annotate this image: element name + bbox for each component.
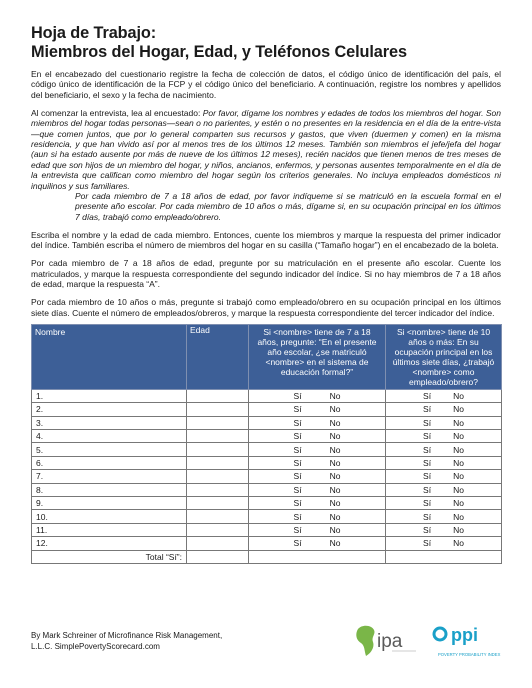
row-number: 12. (36, 538, 48, 549)
work-no-option[interactable]: No (453, 538, 464, 549)
school-yes-option[interactable]: Sí (293, 404, 302, 415)
title-line-2: Miembros del Hogar, Edad, y Teléfonos Celulares (31, 42, 407, 61)
school-answer-cell (249, 416, 386, 429)
school-answer-cell (249, 497, 386, 510)
row-number: 7. (36, 471, 44, 482)
footer-line-1: By Mark Schreiner of Microfinance Risk Management, (31, 631, 223, 640)
member-age-cell[interactable] (187, 403, 249, 416)
row-number: 10. (36, 511, 48, 522)
member-name-cell[interactable] (32, 430, 187, 443)
row-number: 4. (36, 431, 44, 442)
work-answer-cell (386, 403, 502, 416)
member-name-cell[interactable] (32, 456, 187, 469)
member-age-cell[interactable] (187, 523, 249, 536)
footer-credit (31, 631, 291, 652)
row-number: 11. (36, 525, 48, 535)
table-row (32, 483, 502, 496)
school-yes-option[interactable]: Sí (293, 525, 302, 535)
member-age-cell[interactable] (187, 483, 249, 496)
africa-map-icon (356, 626, 374, 656)
work-yes-option[interactable]: Sí (423, 458, 432, 469)
paragraph-write-names: Escriba el nombre y la edad de cada miembro. Entonces, cuente los miembros y marque la respuesta del primer indicador del índice. También escriba el número de miembros del hogar en su casilla (“Tamaño hogar”) en el encabezado de la boleta. (31, 229, 501, 251)
school-yes-option[interactable]: Sí (293, 458, 302, 469)
school-yes-option[interactable]: Sí (293, 511, 302, 522)
table-row (32, 403, 502, 416)
member-age-cell[interactable] (187, 456, 249, 469)
title-line-1: Hoja de Trabajo: (31, 24, 157, 42)
school-answer-cell (249, 483, 386, 496)
work-no-option[interactable]: No (453, 404, 464, 415)
member-age-cell[interactable] (187, 416, 249, 429)
table-row (32, 470, 502, 483)
page-title (31, 24, 501, 61)
ppi-logo-text: ppi (451, 625, 478, 645)
member-name-cell[interactable] (32, 510, 187, 523)
table-row (32, 389, 502, 402)
column-header-age: Edad (187, 324, 249, 389)
work-yes-option[interactable]: Sí (423, 444, 432, 455)
school-answer-cell (249, 456, 386, 469)
member-name-cell[interactable] (32, 523, 187, 536)
member-name-cell[interactable] (32, 443, 187, 456)
work-yes-option[interactable]: Sí (423, 391, 432, 402)
member-age-cell[interactable] (187, 430, 249, 443)
partner-logos (352, 620, 507, 662)
school-answer-cell (249, 537, 386, 550)
school-answer-cell (249, 510, 386, 523)
member-name-cell[interactable] (32, 537, 187, 550)
work-yes-option[interactable]: Sí (423, 484, 432, 495)
work-no-option[interactable]: No (453, 431, 464, 442)
total-school-cell[interactable] (249, 550, 386, 563)
work-answer-cell (386, 483, 502, 496)
table-header-row (32, 324, 502, 389)
school-yes-option[interactable]: Sí (293, 431, 302, 442)
work-answer-cell (386, 497, 502, 510)
work-no-option[interactable]: No (453, 458, 464, 469)
school-no-option[interactable]: No (329, 417, 341, 428)
row-number: 1. (36, 391, 44, 402)
member-age-cell[interactable] (187, 497, 249, 510)
school-no-option[interactable]: No (329, 404, 341, 415)
work-answer-cell (386, 523, 502, 536)
school-no-option[interactable]: No (329, 431, 341, 442)
work-answer-cell (386, 389, 502, 402)
ipa-logo (356, 626, 416, 656)
work-no-option[interactable]: No (453, 471, 464, 482)
school-no-option[interactable]: No (329, 391, 341, 402)
work-yes-option[interactable]: Sí (423, 417, 432, 428)
work-no-option[interactable]: No (453, 498, 464, 509)
row-number: 8. (36, 484, 44, 495)
column-header-school: Si <nombre> tiene de 7 a 18 años, pregunte: “En el presente año escolar, ¿se matriculó <nombre> en el sistema de educación formal?” (249, 324, 386, 389)
work-yes-option[interactable]: Sí (423, 511, 432, 522)
paragraph-read-aloud (31, 108, 501, 191)
work-yes-option[interactable]: Sí (423, 525, 432, 535)
school-no-option[interactable]: No (329, 538, 341, 549)
school-yes-option[interactable]: Sí (293, 417, 302, 428)
work-no-option[interactable]: No (453, 525, 464, 535)
school-answer-cell (249, 389, 386, 402)
total-work-cell[interactable] (386, 550, 502, 563)
ipa-logo-text: ipa (377, 631, 403, 652)
work-no-option[interactable]: No (453, 444, 464, 455)
member-name-cell[interactable] (32, 483, 187, 496)
member-age-cell[interactable] (187, 389, 249, 402)
row-number: 9. (36, 498, 44, 509)
member-name-cell[interactable] (32, 497, 187, 510)
work-no-option[interactable]: No (453, 391, 464, 402)
member-name-cell[interactable] (32, 403, 187, 416)
paragraph-employment: Por cada miembro de 10 años o más, pregunte si trabajó como empleado/obrero en su ocupación principal en los últimos siete días. Cuente el número de empleados/obreros, y marque la respuesta correspondiente del tercer indicador del índice. (31, 297, 501, 318)
work-yes-option[interactable]: Sí (423, 404, 432, 415)
member-age-cell[interactable] (187, 470, 249, 483)
household-members-table (31, 324, 502, 564)
school-no-option[interactable]: No (329, 525, 341, 535)
work-no-option[interactable]: No (453, 417, 464, 428)
row-number: 2. (36, 404, 44, 415)
table-row (32, 523, 502, 536)
member-name-cell[interactable] (32, 389, 187, 402)
work-answer-cell (386, 456, 502, 469)
paragraph-question-prompt: Por cada miembro de 7 a 18 años de edad, por favor indíqueme si se matriculó en la escuela formal en el presente año escolar. Por cada miembro de 10 años o más, dígame si, en su ocupación principal en los últimos 7 días, trabajó como empleado/obrero. (75, 191, 501, 222)
work-answer-cell (386, 430, 502, 443)
row-number: 5. (36, 444, 44, 455)
work-answer-cell (386, 537, 502, 550)
row-number: 3. (36, 417, 44, 428)
table-row (32, 510, 502, 523)
school-answer-cell (249, 470, 386, 483)
school-answer-cell (249, 430, 386, 443)
ppi-logo-subtitle: POVERTY PROBABILITY INDEX (438, 652, 501, 657)
school-yes-option[interactable]: Sí (293, 484, 302, 495)
work-no-option[interactable]: No (453, 511, 464, 522)
table-row (32, 430, 502, 443)
total-age-cell[interactable] (187, 550, 249, 563)
work-answer-cell (386, 510, 502, 523)
work-yes-option[interactable]: Sí (423, 498, 432, 509)
paragraph-intro: En el encabezado del cuestionario registre la fecha de colección de datos, el código único de identificación del país, el código único de identificación de la FCP y el código único del beneficiario. A continuación, registre los nombres y apellidos del beneficiario, el sexo y la fecha de nacimiento. (31, 69, 501, 100)
work-answer-cell (386, 416, 502, 429)
school-answer-cell (249, 443, 386, 456)
worksheet-page (31, 24, 501, 564)
table-row (32, 497, 502, 510)
table-row (32, 456, 502, 469)
school-yes-option[interactable]: Sí (293, 471, 302, 482)
total-row (32, 550, 502, 563)
table-body (32, 389, 502, 563)
school-no-option[interactable]: No (329, 444, 341, 455)
column-header-work: Si <nombre> tiene de 10 años o más: En su ocupación principal en los últimos siete días, ¿trabajó <nombre> como empleado/obrero? (386, 324, 502, 389)
member-name-cell[interactable] (32, 416, 187, 429)
school-no-option[interactable]: No (329, 511, 341, 522)
member-age-cell[interactable] (187, 537, 249, 550)
table-row (32, 416, 502, 429)
work-answer-cell (386, 443, 502, 456)
read-aloud-text: Por favor, dígame los nombres y edades de todos los miembros del hogar. Son miembros del hogar todas personas—sean o no parientes, y estén o no presentes en la residencia en el día de la entre-vista—que comen juntos, que por lo general comparten sus recursos y gastos, que viven (duermen y comen) en la misma residencia, y que han vivido así por al menos tres de los últimos 12 meses. También son miembros el jefe/jefa del hogar (aun si ha estado ausente por más de nueve de los últimos 12 meses), recién nacidos que tienen menos de tres meses de edad que son hijos de un miembro del hogar, y niños, ancianos, enfermos, y personas ausentes temporalmente en el día de la entrevista que califican como miembro del hogar según los criterios generales. No incluya empleados domésticos ni inquilinos y sus familiares. (31, 107, 501, 191)
school-yes-option[interactable]: Sí (293, 391, 302, 402)
paragraph-enrollment: Por cada miembro de 7 a 18 años de edad, pregunte por su matriculación en el presente año escolar. Cuente los matriculados, y marque la respuesta correspondiente del segundo indicador del índice. Si no hay miembros de 7 a 18 años de edad, marque la respuesta “A”. (31, 258, 501, 290)
ppi-ring-icon (434, 628, 446, 640)
total-label: Total “Sí”: (32, 550, 187, 563)
work-yes-option[interactable]: Sí (423, 471, 432, 482)
row-number: 6. (36, 458, 44, 469)
school-yes-option[interactable]: Sí (293, 538, 302, 549)
work-yes-option[interactable]: Sí (423, 431, 432, 442)
logos (352, 620, 507, 662)
work-answer-cell (386, 470, 502, 483)
school-yes-option[interactable]: Sí (293, 498, 302, 509)
column-header-name: Nombre (32, 324, 187, 389)
school-no-option[interactable]: No (329, 458, 341, 469)
table-row (32, 443, 502, 456)
school-answer-cell (249, 523, 386, 536)
school-no-option[interactable]: No (329, 471, 341, 482)
school-no-option[interactable]: No (329, 498, 341, 509)
member-name-cell[interactable] (32, 470, 187, 483)
member-age-cell[interactable] (187, 443, 249, 456)
school-no-option[interactable]: No (329, 484, 341, 495)
footer-line-2: L.L.C. SimplePovertyScorecard.com (31, 641, 160, 651)
member-age-cell[interactable] (187, 510, 249, 523)
ppi-logo (434, 625, 501, 657)
school-answer-cell (249, 403, 386, 416)
school-yes-option[interactable]: Sí (293, 444, 302, 455)
work-no-option[interactable]: No (453, 484, 464, 495)
read-aloud-lead: Al comenzar la entrevista, lea al encuestado: (31, 107, 203, 118)
work-yes-option[interactable]: Sí (423, 538, 432, 549)
table-row (32, 537, 502, 550)
